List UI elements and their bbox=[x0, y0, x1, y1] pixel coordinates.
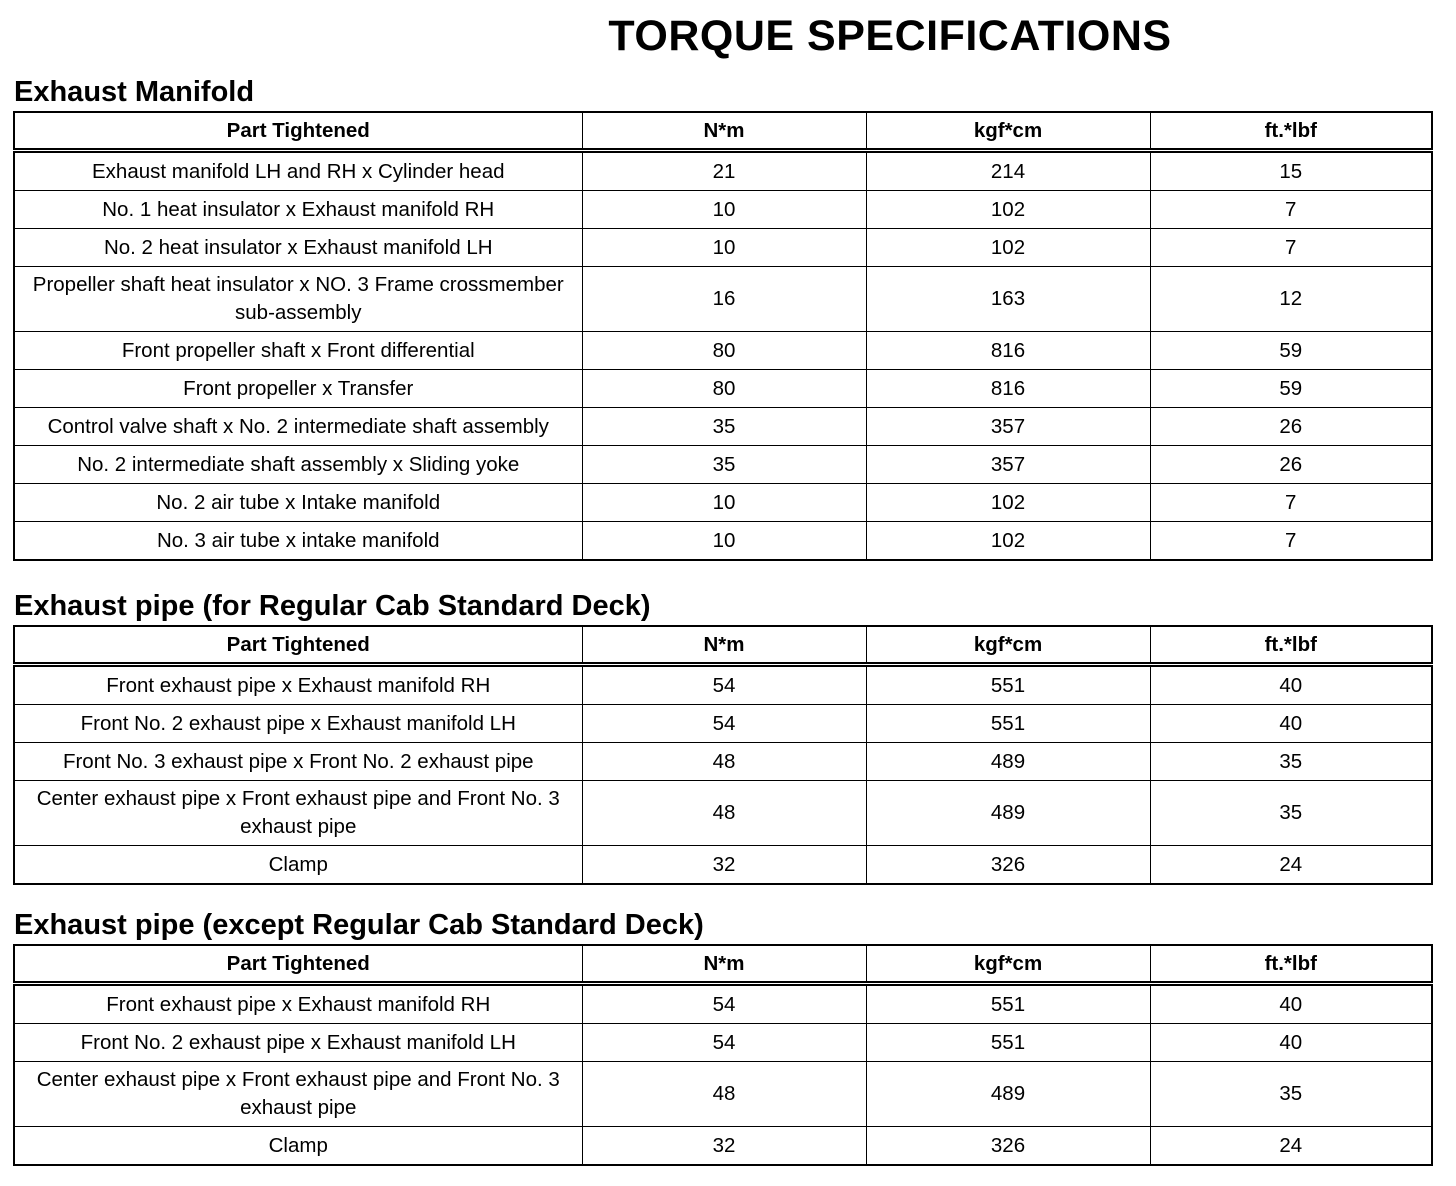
cell-kgfcm: 489 bbox=[866, 1062, 1150, 1127]
cell-part: Propeller shaft heat insulator x NO. 3 Frame crossmember sub-assembly bbox=[14, 267, 582, 332]
table-row bbox=[14, 984, 1432, 1024]
table-row bbox=[14, 665, 1432, 705]
section-exhaust-manifold bbox=[13, 73, 1431, 561]
header-row bbox=[14, 945, 1432, 984]
table-row bbox=[14, 332, 1432, 370]
column-header-kgfcm: kgf*cm bbox=[866, 112, 1150, 151]
cell-nm: 54 bbox=[582, 984, 866, 1024]
page-title: TORQUE SPECIFICATIONS bbox=[608, 12, 1172, 60]
cell-nm: 10 bbox=[582, 229, 866, 267]
cell-kgfcm: 163 bbox=[866, 267, 1150, 332]
table-row bbox=[14, 191, 1432, 229]
table-row bbox=[14, 229, 1432, 267]
table-row bbox=[14, 1024, 1432, 1062]
cell-nm: 35 bbox=[582, 446, 866, 484]
cell-nm: 48 bbox=[582, 781, 866, 846]
cell-part: Clamp bbox=[14, 846, 582, 885]
cell-ftlbf: 35 bbox=[1150, 743, 1432, 781]
cell-kgfcm: 214 bbox=[866, 151, 1150, 191]
cell-kgfcm: 102 bbox=[866, 229, 1150, 267]
cell-ftlbf: 59 bbox=[1150, 370, 1432, 408]
cell-ftlbf: 7 bbox=[1150, 191, 1432, 229]
cell-kgfcm: 326 bbox=[866, 1127, 1150, 1166]
table-row bbox=[14, 522, 1432, 561]
cell-ftlbf: 12 bbox=[1150, 267, 1432, 332]
cell-kgfcm: 326 bbox=[866, 846, 1150, 885]
cell-part: Front propeller x Transfer bbox=[14, 370, 582, 408]
cell-part: No. 2 heat insulator x Exhaust manifold LH bbox=[14, 229, 582, 267]
cell-nm: 10 bbox=[582, 191, 866, 229]
cell-part: Clamp bbox=[14, 1127, 582, 1166]
table-row bbox=[14, 151, 1432, 191]
column-header-kgfcm: kgf*cm bbox=[866, 945, 1150, 984]
cell-nm: 10 bbox=[582, 484, 866, 522]
cell-part: No. 1 heat insulator x Exhaust manifold RH bbox=[14, 191, 582, 229]
cell-kgfcm: 489 bbox=[866, 781, 1150, 846]
cell-kgfcm: 816 bbox=[866, 332, 1150, 370]
cell-kgfcm: 102 bbox=[866, 191, 1150, 229]
table-row bbox=[14, 408, 1432, 446]
cell-part: No. 3 air tube x intake manifold bbox=[14, 522, 582, 561]
column-header-part: Part Tightened bbox=[14, 626, 582, 665]
cell-kgfcm: 551 bbox=[866, 665, 1150, 705]
cell-kgfcm: 102 bbox=[866, 484, 1150, 522]
cell-nm: 54 bbox=[582, 665, 866, 705]
cell-nm: 32 bbox=[582, 846, 866, 885]
cell-ftlbf: 7 bbox=[1150, 229, 1432, 267]
cell-nm: 21 bbox=[582, 151, 866, 191]
cell-part: Front propeller shaft x Front differential bbox=[14, 332, 582, 370]
cell-kgfcm: 551 bbox=[866, 1024, 1150, 1062]
cell-nm: 32 bbox=[582, 1127, 866, 1166]
cell-ftlbf: 40 bbox=[1150, 984, 1432, 1024]
cell-nm: 10 bbox=[582, 522, 866, 561]
column-header-nm: N*m bbox=[582, 112, 866, 151]
cell-part: Front No. 2 exhaust pipe x Exhaust manifold LH bbox=[14, 1024, 582, 1062]
cell-ftlbf: 40 bbox=[1150, 665, 1432, 705]
cell-nm: 16 bbox=[582, 267, 866, 332]
column-header-kgfcm: kgf*cm bbox=[866, 626, 1150, 665]
cell-kgfcm: 489 bbox=[866, 743, 1150, 781]
cell-nm: 80 bbox=[582, 370, 866, 408]
cell-part: No. 2 air tube x Intake manifold bbox=[14, 484, 582, 522]
column-header-ftlbf: ft.*lbf bbox=[1150, 626, 1432, 665]
cell-ftlbf: 7 bbox=[1150, 484, 1432, 522]
cell-kgfcm: 551 bbox=[866, 705, 1150, 743]
torque-table bbox=[13, 625, 1433, 885]
table-row bbox=[14, 446, 1432, 484]
column-header-part: Part Tightened bbox=[14, 945, 582, 984]
cell-kgfcm: 357 bbox=[866, 408, 1150, 446]
table-row bbox=[14, 267, 1432, 332]
header-row bbox=[14, 112, 1432, 151]
cell-ftlbf: 26 bbox=[1150, 408, 1432, 446]
section-exhaust-pipe-except-regular-cab bbox=[13, 906, 1431, 1166]
cell-nm: 54 bbox=[582, 1024, 866, 1062]
cell-nm: 54 bbox=[582, 705, 866, 743]
cell-nm: 48 bbox=[582, 743, 866, 781]
section-heading: Exhaust pipe (for Regular Cab Standard Deck) bbox=[14, 590, 651, 622]
cell-kgfcm: 357 bbox=[866, 446, 1150, 484]
cell-ftlbf: 26 bbox=[1150, 446, 1432, 484]
table-row bbox=[14, 846, 1432, 885]
cell-kgfcm: 102 bbox=[866, 522, 1150, 561]
section-heading: Exhaust pipe (except Regular Cab Standard Deck) bbox=[14, 909, 704, 941]
table-row bbox=[14, 1127, 1432, 1166]
cell-ftlbf: 15 bbox=[1150, 151, 1432, 191]
column-header-nm: N*m bbox=[582, 945, 866, 984]
cell-kgfcm: 816 bbox=[866, 370, 1150, 408]
cell-ftlbf: 59 bbox=[1150, 332, 1432, 370]
cell-part: Center exhaust pipe x Front exhaust pipe and Front No. 3 exhaust pipe bbox=[14, 1062, 582, 1127]
cell-kgfcm: 551 bbox=[866, 984, 1150, 1024]
cell-part: No. 2 intermediate shaft assembly x Sliding yoke bbox=[14, 446, 582, 484]
table-row bbox=[14, 743, 1432, 781]
cell-ftlbf: 24 bbox=[1150, 1127, 1432, 1166]
table-row bbox=[14, 370, 1432, 408]
torque-table bbox=[13, 111, 1433, 561]
cell-part: Center exhaust pipe x Front exhaust pipe and Front No. 3 exhaust pipe bbox=[14, 781, 582, 846]
table-row bbox=[14, 1062, 1432, 1127]
cell-nm: 35 bbox=[582, 408, 866, 446]
cell-ftlbf: 40 bbox=[1150, 1024, 1432, 1062]
cell-part: Control valve shaft x No. 2 intermediate shaft assembly bbox=[14, 408, 582, 446]
cell-ftlbf: 40 bbox=[1150, 705, 1432, 743]
section-exhaust-pipe-regular-cab bbox=[13, 587, 1431, 885]
column-header-nm: N*m bbox=[582, 626, 866, 665]
cell-part: Exhaust manifold LH and RH x Cylinder head bbox=[14, 151, 582, 191]
cell-part: Front exhaust pipe x Exhaust manifold RH bbox=[14, 984, 582, 1024]
column-header-ftlbf: ft.*lbf bbox=[1150, 945, 1432, 984]
section-heading: Exhaust Manifold bbox=[14, 76, 255, 108]
torque-table bbox=[13, 944, 1433, 1166]
cell-part: Front exhaust pipe x Exhaust manifold RH bbox=[14, 665, 582, 705]
cell-ftlbf: 24 bbox=[1150, 846, 1432, 885]
column-header-part: Part Tightened bbox=[14, 112, 582, 151]
cell-ftlbf: 7 bbox=[1150, 522, 1432, 561]
table-row bbox=[14, 484, 1432, 522]
cell-part: Front No. 3 exhaust pipe x Front No. 2 exhaust pipe bbox=[14, 743, 582, 781]
column-header-ftlbf: ft.*lbf bbox=[1150, 112, 1432, 151]
cell-ftlbf: 35 bbox=[1150, 1062, 1432, 1127]
cell-ftlbf: 35 bbox=[1150, 781, 1432, 846]
table-row bbox=[14, 705, 1432, 743]
cell-part: Front No. 2 exhaust pipe x Exhaust manifold LH bbox=[14, 705, 582, 743]
header-row bbox=[14, 626, 1432, 665]
table-row bbox=[14, 781, 1432, 846]
cell-nm: 80 bbox=[582, 332, 866, 370]
cell-nm: 48 bbox=[582, 1062, 866, 1127]
